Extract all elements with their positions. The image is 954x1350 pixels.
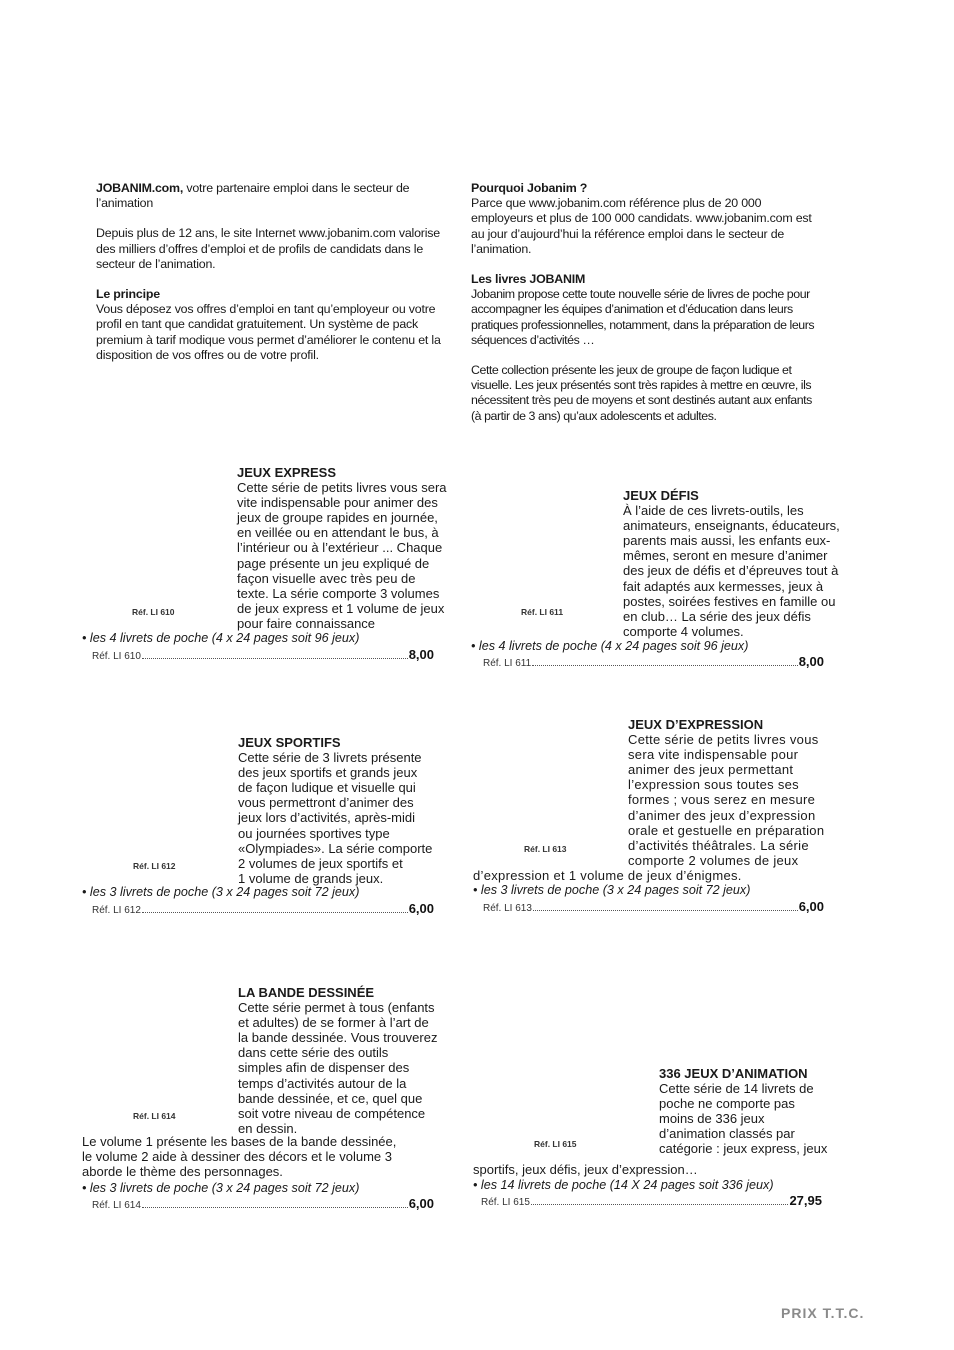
product-line: de jeux express et 1 volume de jeux xyxy=(237,600,445,616)
price-ref: Réf. LI 615 xyxy=(481,1197,530,1208)
product-line: «Olympiades». La série comporte xyxy=(238,840,433,856)
why-text: Parce que www.jobanim.com référence plus de 20 000 employeurs et plus de 100 000 candidats. www.jobanim.com est au jour d’aujourd’hui la référence emploi dans le secteur de l’animation. xyxy=(471,196,812,256)
price-ref: Réf. LI 614 xyxy=(92,1200,141,1211)
product-line: animer des jeux permettant xyxy=(628,762,794,778)
product-line: orale et gestuelle en préparation xyxy=(628,822,825,838)
product-line: fait adaptés aux kermesses, jeux à xyxy=(623,578,824,594)
product-bullet: • les 4 livrets de poche (4 x 24 pages soit 96 jeux) xyxy=(471,639,749,653)
price-row xyxy=(92,1196,434,1211)
product-line: formes ; vous serez en mesure xyxy=(628,792,816,808)
principe-title: Le principe xyxy=(96,287,160,302)
image-ref-label: Réf. LI 613 xyxy=(524,844,567,854)
product-line: poche ne comporte pas xyxy=(659,1096,795,1112)
product-line: le volume 2 aide à dessiner des décors et le volume 3 xyxy=(82,1149,393,1165)
why-title: Pourquoi Jobanim ? xyxy=(471,181,588,195)
product-jeux-express xyxy=(237,465,452,631)
product-title: 336 JEUX D’ANIMATION xyxy=(659,1066,808,1081)
product-bullet: • les 4 livrets de poche (4 x 24 pages soit 96 jeux) xyxy=(82,631,360,645)
product-title: JEUX EXPRESS xyxy=(237,465,336,480)
dot-leader xyxy=(142,911,408,913)
price-footer-label: PRIX T.T.C. xyxy=(781,1305,865,1321)
product-line: dans cette série des outils xyxy=(238,1045,389,1061)
product-line: À l’aide de ces livrets-outils, les xyxy=(623,503,804,519)
product-line: catégorie : jeux express, jeux xyxy=(659,1141,828,1157)
product-line: jeux de groupe rapides en journée, xyxy=(237,510,438,526)
price-value: 6,00 xyxy=(408,1196,434,1211)
price-value: 6,00 xyxy=(408,901,434,916)
price-ref: Réf. LI 613 xyxy=(483,903,532,914)
product-line: comporte 4 volumes. xyxy=(623,623,744,639)
product-line: d’animation classés par xyxy=(659,1126,795,1142)
brand-rest: votre partenaire emploi dans le secteur de l’animation xyxy=(96,181,410,211)
product-line: simples afin de dispenser des xyxy=(238,1060,410,1076)
product-line: vite indispensable pour animer des xyxy=(237,495,438,511)
price-row xyxy=(92,647,434,662)
product-title: JEUX D’EXPRESSION xyxy=(628,717,764,732)
product-line: des jeux sportifs et grands jeux xyxy=(238,765,418,781)
price-ref: Réf. LI 610 xyxy=(92,651,141,662)
price-value: 8,00 xyxy=(798,654,824,669)
product-line: Cette série de petits livres vous sera xyxy=(237,480,447,496)
dot-leader xyxy=(142,1206,408,1208)
product-line: parents mais aussi, les enfants eux- xyxy=(623,533,831,549)
product-line: la bande dessinée. Vous trouverez xyxy=(238,1030,438,1046)
product-wide-line: d’expression et 1 volume de jeux d’énigmes. xyxy=(473,868,742,883)
image-ref-label: Réf. LI 610 xyxy=(132,607,175,617)
dot-leader xyxy=(531,1203,789,1205)
price-value: 8,00 xyxy=(408,647,434,662)
price-row xyxy=(481,1193,822,1208)
image-ref-label: Réf. LI 615 xyxy=(534,1139,577,1149)
product-line: Cette série de petits livres vous xyxy=(628,732,819,748)
image-ref-label: Réf. LI 612 xyxy=(133,861,176,871)
product-336-jeux xyxy=(659,1066,849,1157)
product-line: façon visuelle avec très peu de xyxy=(237,570,416,586)
product-line: texte. La série comporte 3 volumes xyxy=(237,585,440,601)
product-bullet: • les 14 livrets de poche (14 X 24 pages soit 336 jeux) xyxy=(473,1178,774,1192)
product-wide-text xyxy=(82,1134,442,1179)
dot-leader xyxy=(532,664,798,666)
product-bullet: • les 3 livrets de poche (3 x 24 pages soit 72 jeux) xyxy=(82,1181,360,1195)
brand-name: JOBANIM.com, xyxy=(96,181,184,195)
product-line: soit votre niveau de compétence xyxy=(238,1105,426,1121)
product-line: jeux lors d’activités, après-midi xyxy=(238,810,416,826)
product-bande-dessinee xyxy=(238,985,453,1136)
product-line: sera vite indispensable pour xyxy=(628,747,799,763)
product-line: d’animer des jeux d’expression xyxy=(628,807,816,823)
price-ref: Réf. LI 612 xyxy=(92,905,141,916)
price-value: 6,00 xyxy=(798,899,824,914)
product-line: animateurs, enseignants, éducateurs, xyxy=(623,518,840,534)
product-line: bande dessinée, et ce, quel que xyxy=(238,1090,423,1106)
intro-brand-paragraph xyxy=(96,181,448,211)
books-text: Jobanim propose cette toute nouvelle série de livres de poche pour accompagner les équipes d’animation et d’éducation dans leurs pratiques professionnelles, notamment, dans la préparation de leurs séquences d’activités … xyxy=(471,287,815,347)
price-ref: Réf. LI 611 xyxy=(483,658,532,669)
product-line: page présente un jeu expliqué de xyxy=(237,555,430,571)
price-row xyxy=(483,899,824,914)
product-line: Cette série permet à tous (enfants xyxy=(238,1000,435,1016)
product-line: postes, soirées festives en famille ou xyxy=(623,593,836,609)
intro-history: Depuis plus de 12 ans, le site Internet www.jobanim.com valorise des milliers d’offres d’emploi et de profils de candidats dans le secteur de l’animation. xyxy=(96,226,440,271)
product-line: aborde le thème des personnages. xyxy=(82,1164,283,1180)
principe-text: Vous déposez vos offres d’emploi en tant qu’employeur ou votre profil en tant que candidat gratuitement. Un système de pack premium à tarif modique vous permet d’améliorer le contenu et la disposition de vos offres ou de votre profil. xyxy=(96,302,441,362)
dot-leader xyxy=(533,909,798,911)
collection-text: Cette collection présente les jeux de groupe de façon ludique et visuelle. Les jeux présentés sont très rapides à mettre en œuvre, ils nécessitent très peu de moyens et sont destinés autant aux enfants (à partir de 3 ans) qu’aux adolescents et adultes. xyxy=(471,363,812,423)
product-line: mêmes, seront en mesure d’animer xyxy=(623,548,828,564)
product-line: de façon ludique et visuelle qui xyxy=(238,780,416,796)
product-line: temps d’activités autour de la xyxy=(238,1075,407,1091)
product-jeux-sportifs xyxy=(238,735,453,886)
product-line: comporte 2 volumes de jeux xyxy=(628,852,799,868)
product-line: 2 volumes de jeux sportifs et xyxy=(238,855,403,871)
product-line: 1 volume de grands jeux. xyxy=(238,870,384,886)
product-line: moins de 336 jeux xyxy=(659,1111,765,1127)
product-title: JEUX SPORTIFS xyxy=(238,735,341,750)
intro-right xyxy=(471,181,823,424)
books-title: Les livres JOBANIM xyxy=(471,272,586,287)
product-line: en veillée ou en attendant le bus, à xyxy=(237,525,439,541)
product-line: ou journées sportives type xyxy=(238,825,390,841)
product-line: en dessin. xyxy=(238,1120,298,1136)
product-line: Le volume 1 présente les bases de la bande dessinée, xyxy=(82,1134,397,1149)
product-jeux-defis xyxy=(623,488,843,639)
product-bullet: • les 3 livrets de poche (3 x 24 pages soit 72 jeux) xyxy=(473,883,751,897)
product-title: JEUX DÉFIS xyxy=(623,488,699,503)
intro-left xyxy=(96,181,448,363)
product-jeux-expression xyxy=(628,717,843,868)
product-line: vous permettront d’animer des xyxy=(238,795,414,811)
product-line: et adultes) de se former à l’art de xyxy=(238,1015,429,1031)
product-title: LA BANDE DESSINÉE xyxy=(238,985,375,1000)
product-line: des jeux de défis et d’épreuves tout à xyxy=(623,563,839,579)
product-line: l’expression sous toutes ses xyxy=(628,777,799,793)
product-wide-line: sportifs, jeux défis, jeux d’expression… xyxy=(473,1162,698,1177)
price-row xyxy=(483,654,824,669)
image-ref-label: Réf. LI 611 xyxy=(521,607,564,617)
price-value: 27,95 xyxy=(789,1193,822,1208)
product-line: d’activités théâtrales. La série xyxy=(628,837,809,853)
product-line: Cette série de 3 livrets présente xyxy=(238,750,422,766)
image-ref-label: Réf. LI 614 xyxy=(133,1111,176,1121)
product-line: pour faire connaissance xyxy=(237,615,376,631)
product-line: en club… La série des jeux défis xyxy=(623,608,811,624)
price-row xyxy=(92,901,434,916)
product-line: l’intérieur ou à l’extérieur ... Chaque xyxy=(237,540,443,556)
product-bullet: • les 3 livrets de poche (3 x 24 pages soit 72 jeux) xyxy=(82,885,360,899)
dot-leader xyxy=(142,657,408,659)
product-line: Cette série de 14 livrets de xyxy=(659,1081,814,1097)
